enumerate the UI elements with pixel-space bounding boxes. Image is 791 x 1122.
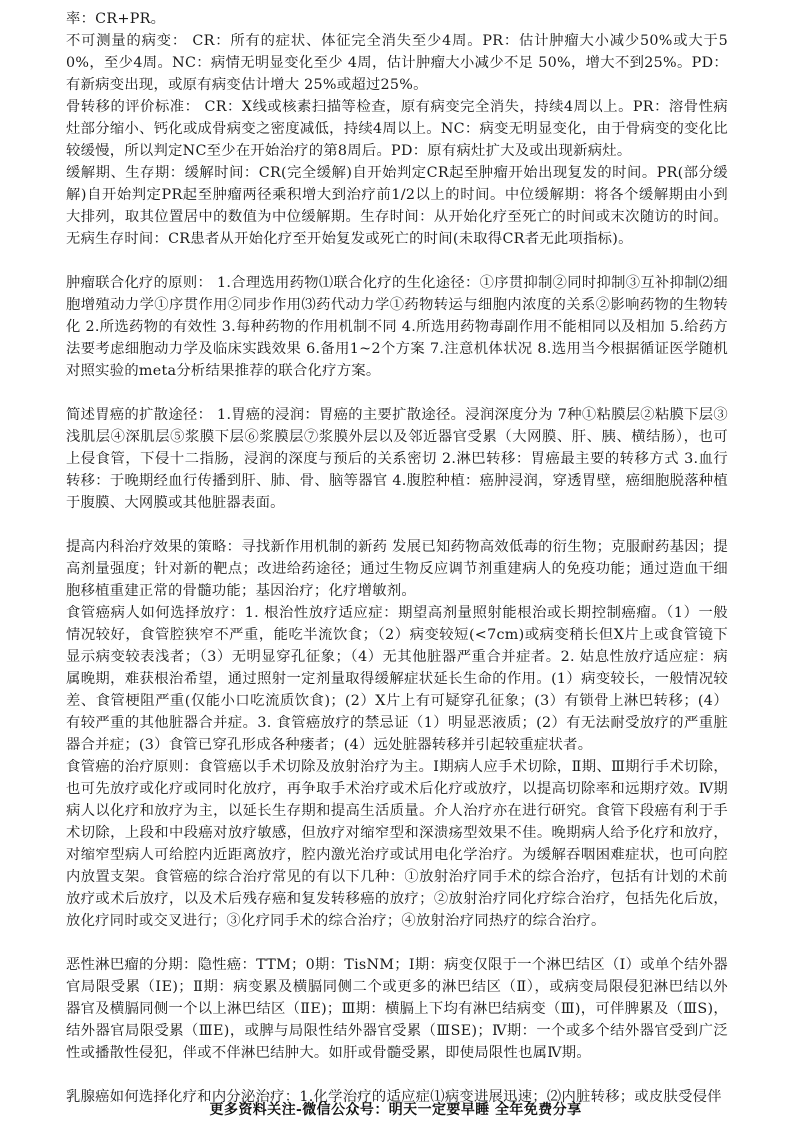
- paragraph-lymphoma-staging: 恶性淋巴瘤的分期：隐性癌：TTM；0期：TisNM；Ⅰ期：病变仅限于一个淋巴结区（Ⅰ）或单个结外器官局限受累（ⅠE)；Ⅱ期：病变累及横膈同侧二个或更多的淋巴结区（Ⅱ），或病变局限侵犯淋巴结以外器官及横膈同侧一个以上淋巴结区（ⅡE)；Ⅲ期：横膈上下均有淋巴结病变（Ⅲ)，可伴脾累及（ⅢS)，结外器官局限受累（ⅢE)，或脾与局限性结外器官受累（ⅢSE)；Ⅳ期：一个或多个结外器官受到广泛性或播散性侵犯，伴或不伴淋巴结肿大。如肝或骨髓受累，即使局限性也属Ⅳ期。: [66, 957, 728, 1061]
- paragraph-gap: [66, 932, 728, 954]
- paragraph-unmeasurable-lesions: 不可测量的病变： CR：所有的症状、体征完全消失至少4周。PR：估计肿瘤大小减少50%或大于50%，至少4周。NC：病情无明显变化至少 4周，估计肿瘤大小减少不足 50%，增大不到25%。PD：有新病变出现，或原有病变估计增大 25%或超过25%。: [66, 33, 728, 93]
- document-body: [66, 8, 728, 1108]
- paragraph-remission-survival: 缓解期、生存期：缓解时间：CR(完全缓解)自开始判定CR起至肿瘤开始出现复发的时间。PR(部分缓解)自开始判定PR起至肿瘤两径乘积增大到治疗前1/2以上的时间。中位缓解期：将各个缓解期由小到大排列，取其位置居中的数值为中位缓解期。生存时间：从开始化疗至死亡的时间或末次随访的时间。无病生存时间：CR患者从开始化疗至开始复发或死亡的时间(未取得CR者无此项指标)。: [66, 165, 728, 247]
- paragraph-gap: [66, 514, 728, 536]
- paragraph-combination-chemo-principles: 肿瘤联合化疗的原则： 1.合理选用药物⑴联合化疗的生化途径：①序贯抑制②同时抑制③互补抑制⑵细胞增殖动力学①序贯作用②同步作用⑶药代动力学①药物转运与细胞内浓度的关系②影响药物的生物转化 2.所选药物的有效性 3.每种药物的作用机制不同 4.所选用药物毒副作用不能相同以及相加 5.给药方法要考虑细胞动力学及临床实践效果 6.备用1~2个方案 7.注意机体状况 8.选用当今根据循证医学随机对照实验的meta分析结果推荐的联合化疗方案。: [66, 275, 728, 379]
- page-footer: 更多资料关注-微信公众号：明天一定要早睡 全年免费分享: [209, 1102, 582, 1118]
- paragraph-gap: [66, 382, 728, 404]
- paragraph-gap: [66, 250, 728, 272]
- paragraph-gastric-cancer-spread: 简述胃癌的扩散途径： 1.胃癌的浸润：胃癌的主要扩散途径。浸润深度分为 7种①粘膜层②粘膜下层③浅肌层④深肌层⑤浆膜下层⑥浆膜层⑦浆膜外层以及邻近器官受累（大网膜、肝、胰、横结肠），也可上侵食管，下侵十二指肠，浸润的深度与预后的关系密切 2.淋巴转移：胃癌最主要的转移方式 3.血行转移：于晚期经血行传播到肝、肺、骨、脑等器官 4.腹腔种植：癌肿浸润，穿透胃壁，癌细胞脱落种植于腹膜、大网膜或其他脏器表面。: [66, 407, 729, 511]
- paragraph-esophageal-treatment-principles: 食管癌的治疗原则：食管癌以手术切除及放射治疗为主。I期病人应手术切除，Ⅱ期、Ⅲ期行手术切除，也可先放疗或化疗或同时化放疗，再争取手术治疗或术后化疗或放疗，以提高切除率和远期疗效。Ⅳ期病人以化疗和放疗为主，以延长生存期和提高生活质量。介人治疗亦在进行研究。食管下段癌有利于手术切除，上段和中段癌对放疗敏感，但放疗对缩窄型和深溃疡型效果不佳。晚期病人给予化疗和放疗，对缩窄型病人可给腔内近距离放疗，腔内激光治疗或试用电化学治疗。为缓解吞咽困难症状，也可向腔内放置支架。食管癌的综合治疗常见的有以下几种：①放射治疗同手术的综合治疗，包括有计划的术前放疗或术后放疗，以及术后残存癌和复发转移癌的放疗；②放射治疗同化疗综合治疗，包括先化后放，放化疗同时或交叉进行；③化疗同手术的综合治疗；④放射治疗同热疗的综合治疗。: [66, 759, 728, 929]
- paragraph-response-rate: 率：CR+PR。: [66, 11, 166, 27]
- paragraph-medical-treatment-strategy: 提高内科治疗效果的策略：寻找新作用机制的新药 发展已知药物高效低毒的衍生物；克服耐药基因；提高剂量强度；针对新的靶点；改进给药途径；通过生物反应调节剂重建病人的免疫功能；通过造血干细胞移植重建正常的骨髓功能；基因治疗；化疗增敏剂。: [66, 539, 728, 599]
- paragraph-gap: [66, 1064, 728, 1086]
- paragraph-bone-metastasis-criteria: 骨转移的评价标准： CR：X线或核素扫描等检查，原有病变完全消失，持续4周以上。PR：溶骨性病灶部分缩小、钙化或成骨病变之密度减低，持续4周以上。NC：病变无明显变化，由于骨病变的变化比较缓慢，所以判定NC至少在开始治疗的第8周后。PD：原有病灶扩大及或出现新病灶。: [66, 99, 728, 159]
- paragraph-breast-cancer-treatment: 乳腺癌如何选择化疗和内分泌治疗：1.化学治疗的适应症⑴病变进展迅速；⑵内脏转移；或皮肤受侵伴: [66, 1089, 722, 1105]
- paragraph-esophageal-radiotherapy: 食管癌病人如何选择放疗：1. 根治性放疗适应症：期望高剂量照射能根治或长期控制癌瘤。（1）一般情况较好，食管腔狭窄不严重，能吃半流饮食；（2）病变较短(<7cm)或病变稍长但X片上或食管镜下显示病变较表浅者；（3）无明显穿孔征象；（4）无其他脏器严重合并症者。2. 姑息性放疗适应症：病属晚期，难获根治希望，通过照射一定剂量取得缓解症状延长生命的作用。(1）病变较长，一般情况较差、食管梗阻严重(仅能小口吃流质饮食)；(2）X片上有可疑穿孔征象；(3）有锁骨上淋巴转移；(4）有较严重的其他脏器合并症。3. 食管癌放疗的禁忌证（1）明显恶液质；(2）有无法耐受放疗的严重脏器合并症；(3）食管已穿孔形成各种瘘者；(4）远处脏器转移并引起较重症状者。: [66, 605, 728, 753]
